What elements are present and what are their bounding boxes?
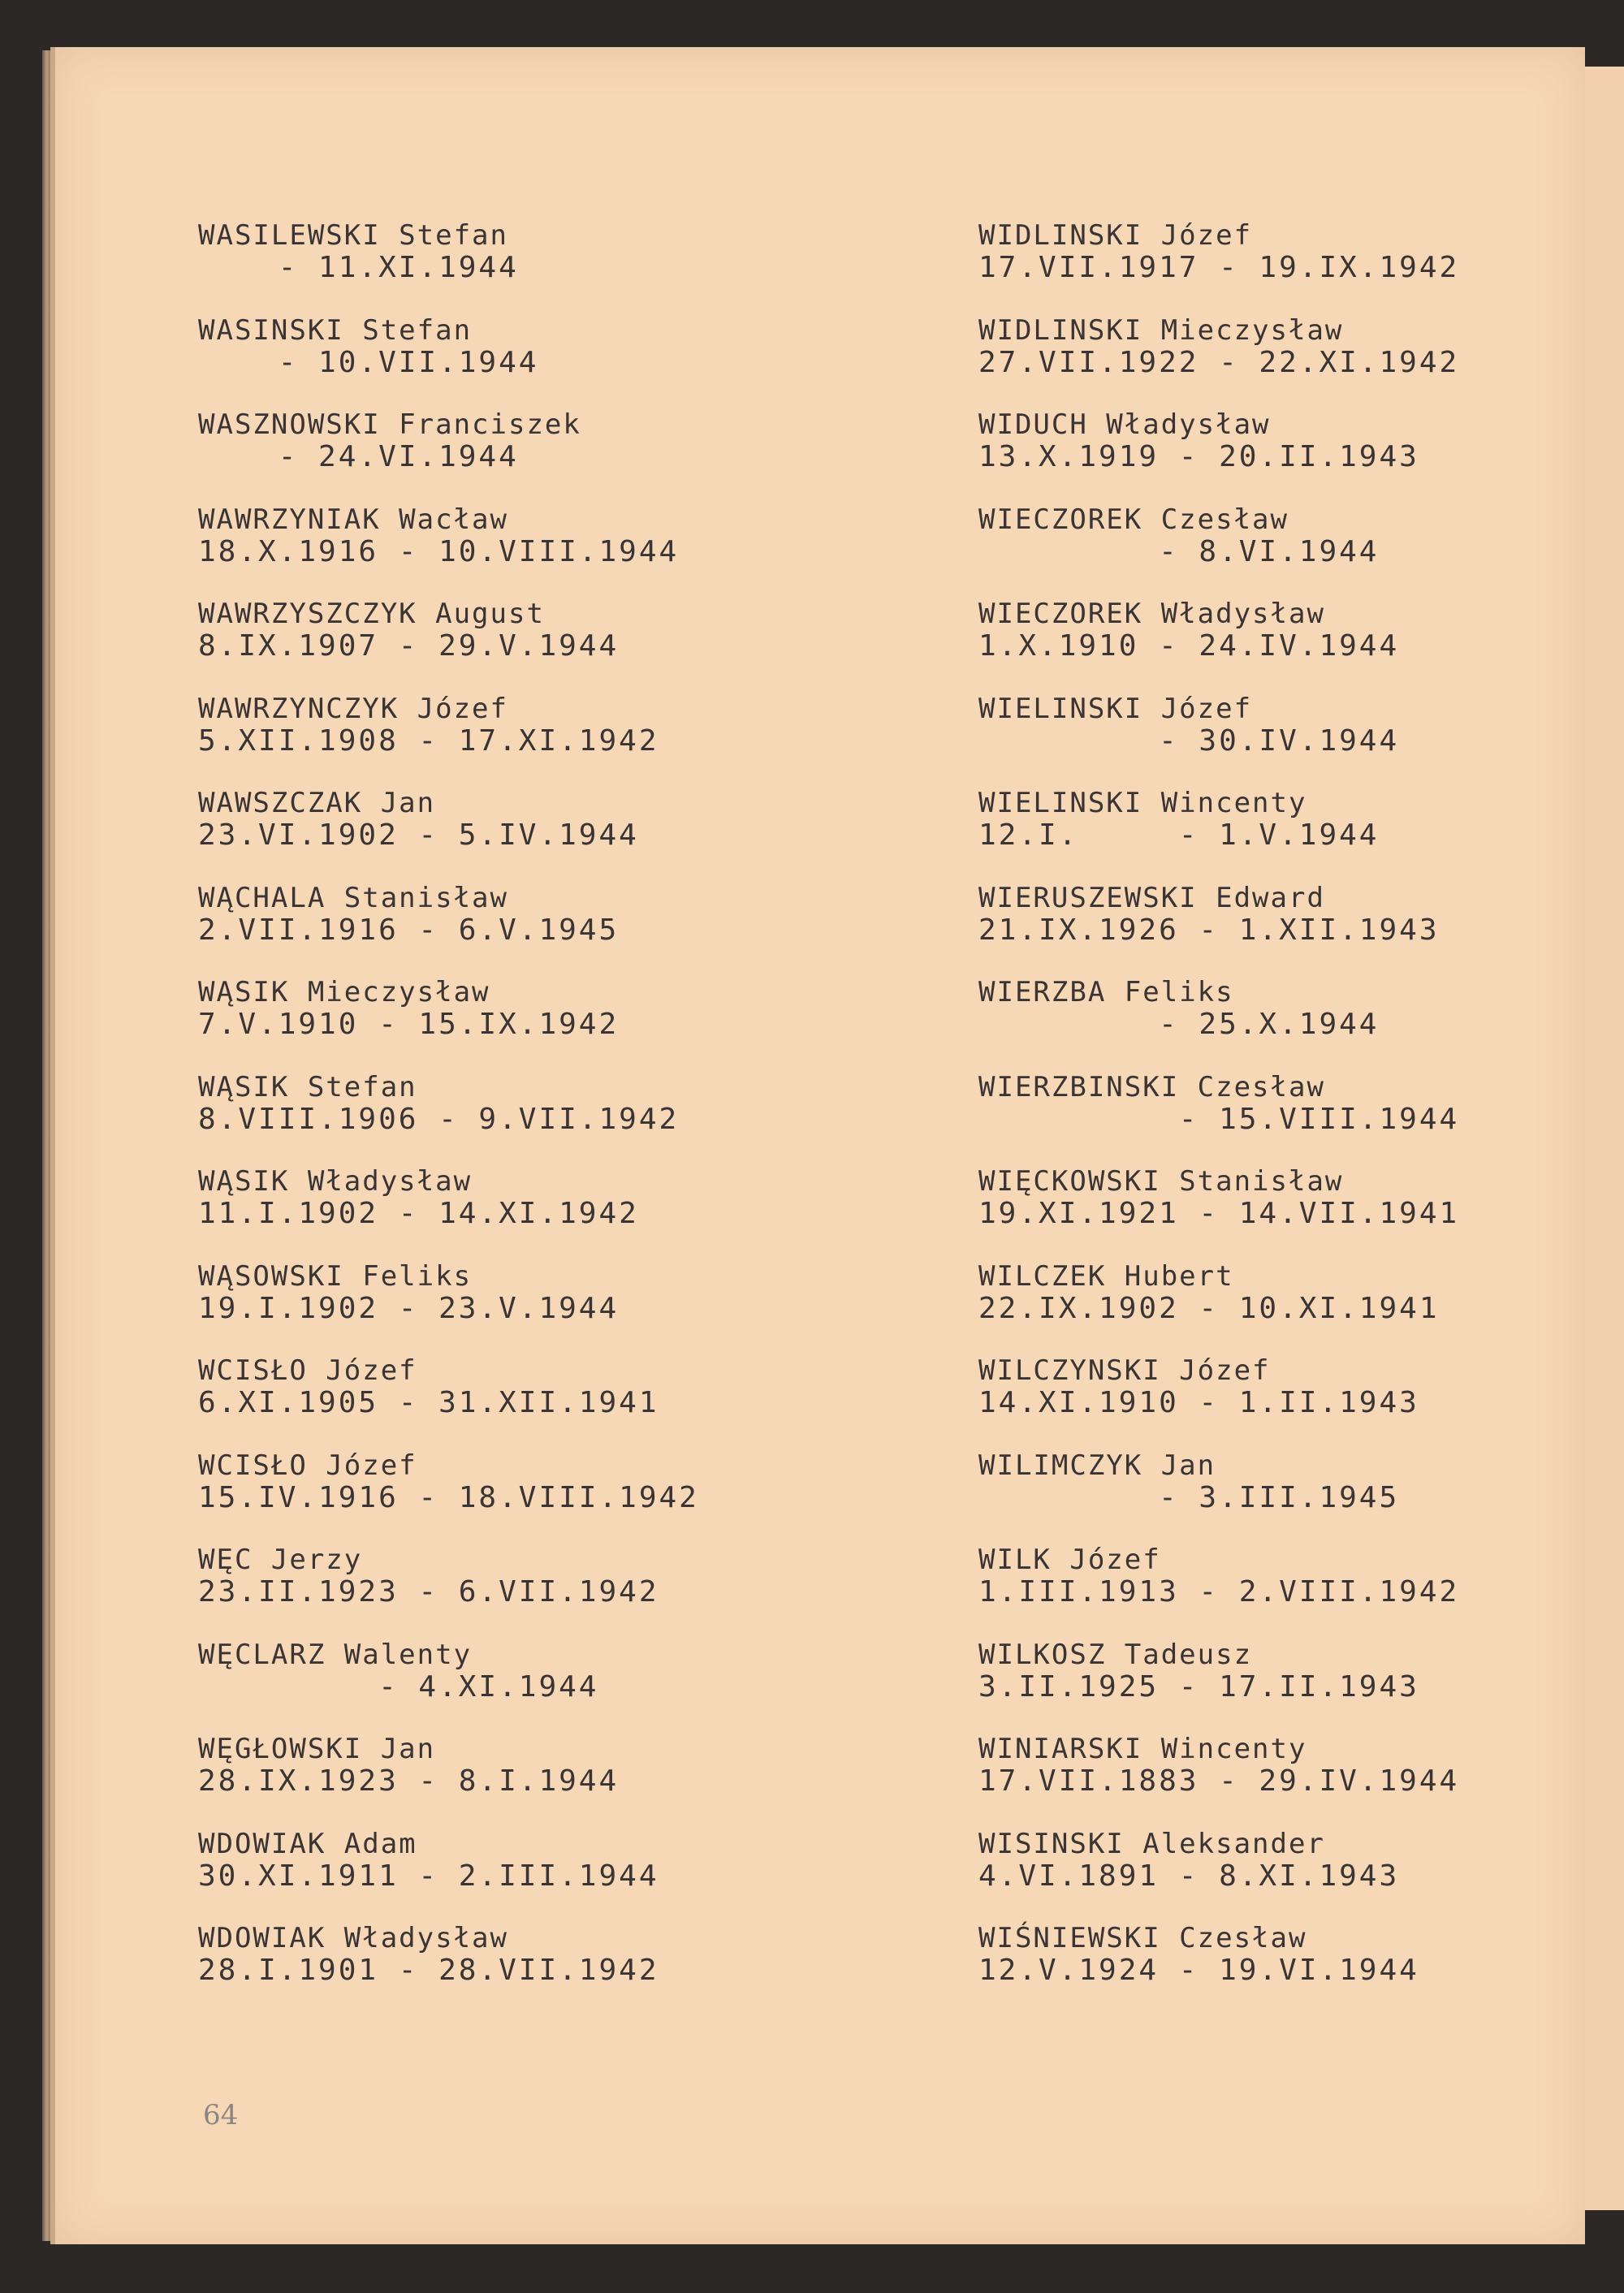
- list-item: [198, 1733, 767, 1828]
- list-item: [198, 787, 767, 882]
- list-item: [198, 1071, 767, 1166]
- entry-name: WIDUCH Władysław: [978, 408, 1271, 441]
- entry-name: WIECZOREK Czesław: [978, 503, 1289, 536]
- entry-name: WIELINSKI Wincenty: [978, 787, 1307, 819]
- list-item: [978, 1071, 1547, 1166]
- entry-dates: 27.VII.1922 - 22.XI.1942: [978, 345, 1460, 379]
- list-item: [978, 408, 1547, 503]
- right-column: [978, 219, 1547, 2017]
- entry-name: WDOWIAK Adam: [198, 1827, 417, 1860]
- entry-name: WĄSIK Stefan: [198, 1070, 417, 1103]
- entry-dates: 13.X.1919 - 20.II.1943: [978, 440, 1419, 473]
- entry-name: WILKOSZ Tadeusz: [978, 1638, 1253, 1671]
- entry-name: WIERZBA Feliks: [978, 976, 1234, 1008]
- entry-name: WASINSKI Stefan: [198, 313, 473, 347]
- entry-dates: 14.XI.1910 - 1.II.1943: [978, 1386, 1419, 1419]
- list-item: [978, 219, 1547, 314]
- list-item: [198, 1449, 767, 1544]
- list-item: [198, 1260, 767, 1355]
- list-item: [978, 882, 1547, 977]
- list-item: [978, 693, 1547, 788]
- list-item: [198, 219, 767, 314]
- entry-dates: 28.IX.1923 - 8.I.1944: [198, 1764, 620, 1798]
- entry-dates: 28.I.1901 - 28.VII.1942: [198, 1954, 659, 1987]
- entry-dates: 3.II.1925 - 17.II.1943: [978, 1669, 1419, 1704]
- entry-dates: 17.VII.1883 - 29.IV.1944: [978, 1764, 1460, 1798]
- entry-name: WINIARSKI Wincenty: [978, 1733, 1307, 1765]
- next-page-edge: [1579, 67, 1624, 2210]
- entry-dates: 19.XI.1921 - 14.VII.1941: [978, 1197, 1460, 1230]
- entry-dates: 18.X.1916 - 10.VIII.1944: [198, 534, 680, 568]
- list-item: [978, 598, 1547, 693]
- entry-dates: - 4.XI.1944: [198, 1669, 599, 1704]
- list-item: [198, 1922, 767, 2017]
- entry-dates: 22.IX.1902 - 10.XI.1941: [978, 1291, 1440, 1325]
- list-item: [978, 1828, 1547, 1923]
- entry-name: WĘGŁOWSKI Jan: [198, 1733, 436, 1765]
- list-item: [198, 503, 767, 598]
- entry-name: WIERZBINSKI Czesław: [978, 1070, 1325, 1103]
- entry-dates: 12.I. - 1.V.1944: [978, 818, 1380, 852]
- entry-dates: - 8.VI.1944: [978, 534, 1380, 568]
- page-number: 64: [203, 2099, 239, 2131]
- entry-dates: - 24.VI.1944: [198, 440, 519, 473]
- list-item: [978, 1922, 1547, 2017]
- entry-name: WIDLINSKI Mieczysław: [978, 313, 1344, 347]
- entry-dates: - 25.X.1944: [978, 1008, 1380, 1041]
- entry-name: WAWSZCZAK Jan: [198, 787, 436, 819]
- entry-dates: 6.XI.1905 - 31.XII.1941: [198, 1386, 659, 1419]
- entry-dates: 11.I.1902 - 14.XI.1942: [198, 1197, 639, 1230]
- entry-name: WĘC Jerzy: [198, 1544, 363, 1576]
- entry-dates: - 11.XI.1944: [198, 251, 519, 284]
- entry-name: WIERUSZEWSKI Edward: [978, 881, 1325, 914]
- entry-name: WASILEWSKI Stefan: [198, 219, 508, 252]
- entry-dates: 21.IX.1926 - 1.XII.1943: [978, 913, 1440, 947]
- entry-dates: 1.X.1910 - 24.IV.1944: [978, 629, 1400, 663]
- entry-name: WIŚNIEWSKI Czesław: [978, 1922, 1307, 1954]
- entry-name: WAWRZYNIAK Wacław: [198, 503, 508, 536]
- entry-dates: - 15.VIII.1944: [978, 1102, 1460, 1136]
- entry-dates: 12.V.1924 - 19.VI.1944: [978, 1954, 1419, 1987]
- list-item: [978, 1449, 1547, 1544]
- entry-name: WIĘCKOWSKI Stanisław: [978, 1165, 1344, 1198]
- list-item: [198, 976, 767, 1071]
- list-item: [978, 1639, 1547, 1734]
- entry-dates: 7.V.1910 - 15.IX.1942: [198, 1008, 620, 1041]
- list-item: [198, 1828, 767, 1923]
- list-item: [198, 1165, 767, 1260]
- entry-name: WILIMCZYK Jan: [978, 1449, 1216, 1482]
- list-item: [198, 408, 767, 503]
- list-item: [978, 1165, 1547, 1260]
- entry-dates: 30.XI.1911 - 2.III.1944: [198, 1859, 659, 1893]
- entry-dates: 17.VII.1917 - 19.IX.1942: [978, 251, 1460, 284]
- entry-name: WAWRZYSZCZYK August: [198, 598, 545, 630]
- entry-name: WĄSOWSKI Feliks: [198, 1259, 473, 1293]
- entry-dates: 23.II.1923 - 6.VII.1942: [198, 1575, 659, 1609]
- entry-dates: 1.III.1913 - 2.VIII.1942: [978, 1575, 1460, 1609]
- entry-name: WILCZYNSKI Józef: [978, 1354, 1271, 1387]
- entry-dates: - 3.III.1945: [978, 1480, 1400, 1514]
- entry-name: WIECZOREK Władysław: [978, 598, 1325, 630]
- entry-name: WĘCLARZ Walenty: [198, 1638, 473, 1671]
- entry-name: WĄSIK Władysław: [198, 1165, 473, 1198]
- entry-name: WISINSKI Aleksander: [978, 1827, 1325, 1860]
- list-item: [198, 598, 767, 693]
- entry-dates: 4.VI.1891 - 8.XI.1943: [978, 1859, 1400, 1893]
- list-item: [198, 1639, 767, 1734]
- entry-name: WCISŁO Józef: [198, 1449, 417, 1482]
- list-item: [978, 1544, 1547, 1639]
- entry-dates: 8.IX.1907 - 29.V.1944: [198, 629, 620, 663]
- entry-name: WDOWIAK Władysław: [198, 1922, 508, 1954]
- entry-name: WASZNOWSKI Franciszek: [198, 408, 581, 441]
- entry-dates: - 30.IV.1944: [978, 723, 1400, 758]
- list-item: [978, 1733, 1547, 1828]
- entry-name: WCISŁO Józef: [198, 1354, 417, 1387]
- list-item: [198, 1544, 767, 1639]
- entry-name: WIDLINSKI Józef: [978, 219, 1253, 252]
- entry-dates: 5.XII.1908 - 17.XI.1942: [198, 723, 659, 758]
- entry-dates: 23.VI.1902 - 5.IV.1944: [198, 818, 639, 852]
- list-item: [978, 314, 1547, 409]
- entry-name: WĄCHALA Stanisław: [198, 881, 508, 914]
- list-item: [198, 1354, 767, 1449]
- list-item: [198, 693, 767, 788]
- entry-dates: - 10.VII.1944: [198, 345, 539, 379]
- entry-dates: 2.VII.1916 - 6.V.1945: [198, 913, 620, 947]
- entry-dates: 8.VIII.1906 - 9.VII.1942: [198, 1102, 680, 1136]
- entry-name: WIELINSKI Józef: [978, 692, 1253, 725]
- list-item: [978, 1354, 1547, 1449]
- list-item: [978, 503, 1547, 598]
- entry-name: WĄSIK Mieczysław: [198, 976, 490, 1008]
- list-item: [198, 882, 767, 977]
- entry-name: WILCZEK Hubert: [978, 1259, 1234, 1293]
- entry-dates: 19.I.1902 - 23.V.1944: [198, 1291, 620, 1325]
- entry-name: WAWRZYNCZYK Józef: [198, 692, 508, 725]
- list-item: [978, 1260, 1547, 1355]
- list-item: [978, 976, 1547, 1071]
- list-item: [978, 787, 1547, 882]
- entry-name: WILK Józef: [978, 1544, 1161, 1576]
- entry-dates: 15.IV.1916 - 18.VIII.1942: [198, 1480, 699, 1514]
- left-column: [198, 219, 767, 2017]
- list-item: [198, 314, 767, 409]
